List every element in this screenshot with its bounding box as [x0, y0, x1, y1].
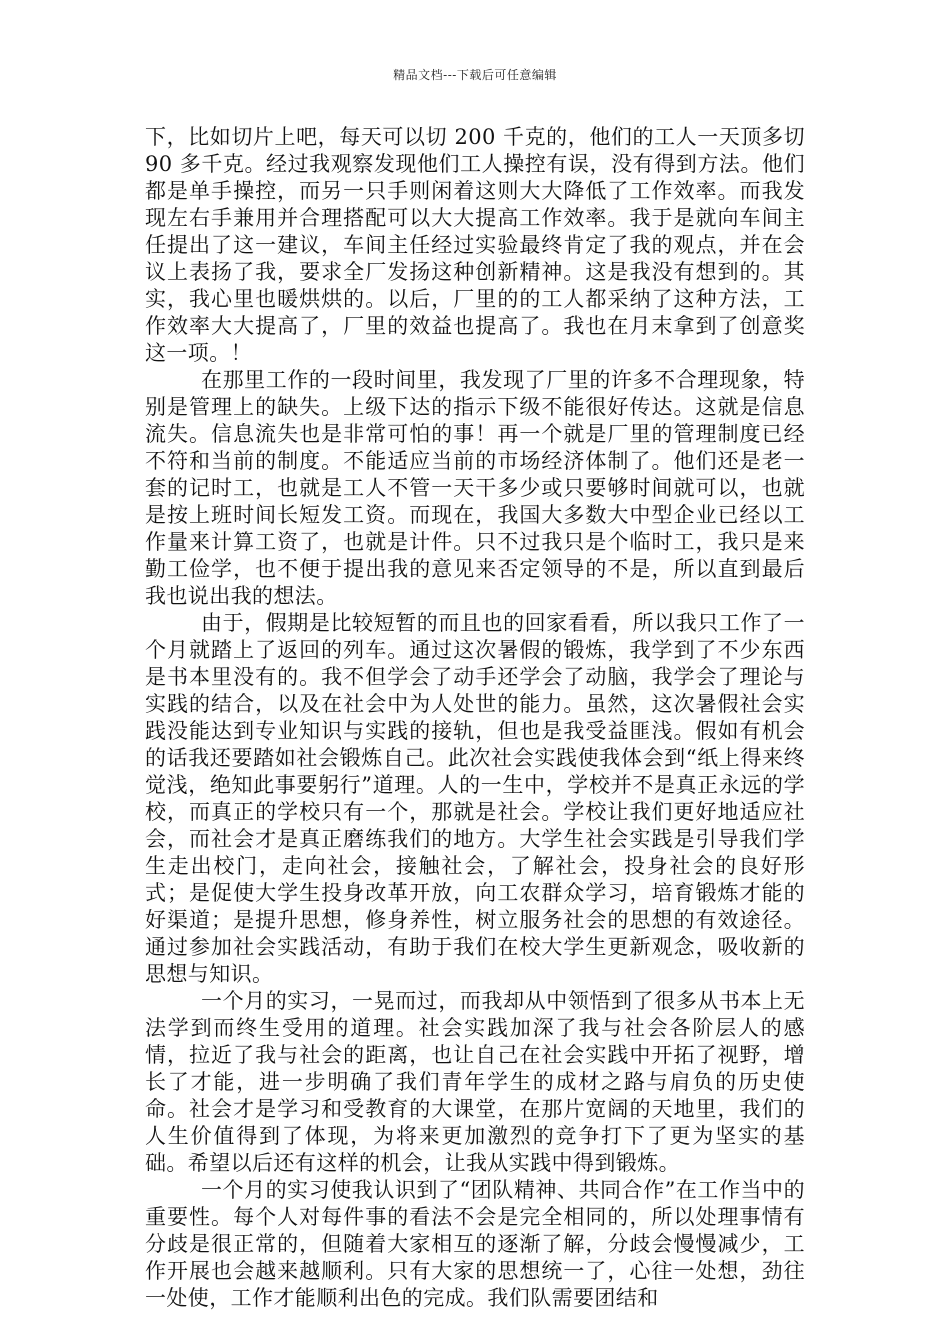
page-header: 精品文档---下载后可任意编辑: [393, 68, 557, 82]
paragraph-1: 下，比如切片上吧，每天可以切 200 千克的，他们的工人一天顶多切 90 多千克。经过我观察发现他们工人操控有误，没有得到方法。他们都是单手操控，而另一只手则闲着这则大大降低了工作效率。而我发现左右手兼用并合理搭配可以大大提高工作效率。我于是就向车间主任提出了这一建议，车间主任经过实验最终肯定了我的观点，并在会议上表扬了我，要求全厂发扬这种创新精神。这是我没有想到的。其实，我心里也暖烘烘的。以后，厂里的的工人都采纳了这种方法，工作效率大大提高了，厂里的效益也提高了。我也在月末拿到了创意奖这一项。！: [145, 125, 805, 365]
paragraph-4: 一个月的实习，一晃而过，而我却从中领悟到了很多从书本上无法学到而终生受用的道理。社会实践加深了我与社会各阶层人的感情，拉近了我与社会的距离，也让自己在社会实践中开拓了视野，增长了才能，进一步明确了我们青年学生的成材之路与肩负的历史使命。社会才是学习和受教育的大课堂，在那片宽阔的天地里，我们的人生价值得到了体现，为将来更加激烈的竞争打下了更为坚实的基础。希望以后还有这样的机会，让我从实践中得到锻炼。: [145, 989, 805, 1175]
paragraph-5: 一个月的实习使我认识到了“团队精神、共同合作”在工作当中的重要性。每个人对每件事的看法不会是完全相同的，所以处理事情有分歧是很正常的，但随着大家相互的逐渐了解，分歧会慢慢减少，工作开展也会越来越顺利。只有大家的思想统一了，心往一处想，劲往一处使，工作才能顺利出色的完成。我们队需要团结和: [145, 1178, 805, 1310]
paragraph-3: 由于，假期是比较短暂的而且也的回家看看，所以我只工作了一个月就踏上了返回的列车。通过这次暑假的锻炼，我学到了不少东西是书本里没有的。我不但学会了动手还学会了动脑，我学会了理论与实践的结合，以及在社会中为人处世的能力。虽然，这次暑假社会实践没能达到专业知识与实践的接轨，但也是我受益匪浅。假如有机会的话我还要踏如社会锻炼自己。此次社会实践使我体会到“纸上得来终觉浅，绝知此事要躬行”道理。人的一生中，学校并不是真正永远的学校，而真正的学校只有一个，那就是社会。学校让我们更好地适应社会，而社会才是真正磨练我们的地方。大学生社会实践是引导我们学生走出校门，走向社会，接触社会，了解社会，投身社会的良好形式；是促使大学生投身改革开放，向工农群众学习，培育锻炼才能的好渠道；是提升思想，修身养性，树立服务社会的思想的有效途径。通过参加社会实践活动，有助于我们在校大学生更新观念，吸收新的思想与知识。: [145, 611, 805, 986]
paragraph-2: 在那里工作的一段时间里，我发现了厂里的许多不合理现象，特别是管理上的缺失。上级下达的指示下级不能很好传达。这就是信息流失。信息流失也是非常可怕的事！再一个就是厂里的管理制度已经不符和当前的制度。不能适应当前的市场经济体制了。他们还是老一套的记时工，也就是工人不管一天干多少或只要够时间就可以，也就是按上班时间长短发工资。而现在，我国大多数大中型企业已经以工作量来计算工资了，也就是计件。只不过我只是个临时工，我只是来勤工俭学，也不便于提出我的意见来否定领导的不是，所以直到最后我也说出我的想法。: [145, 368, 805, 608]
document-body: [145, 124, 805, 1312]
